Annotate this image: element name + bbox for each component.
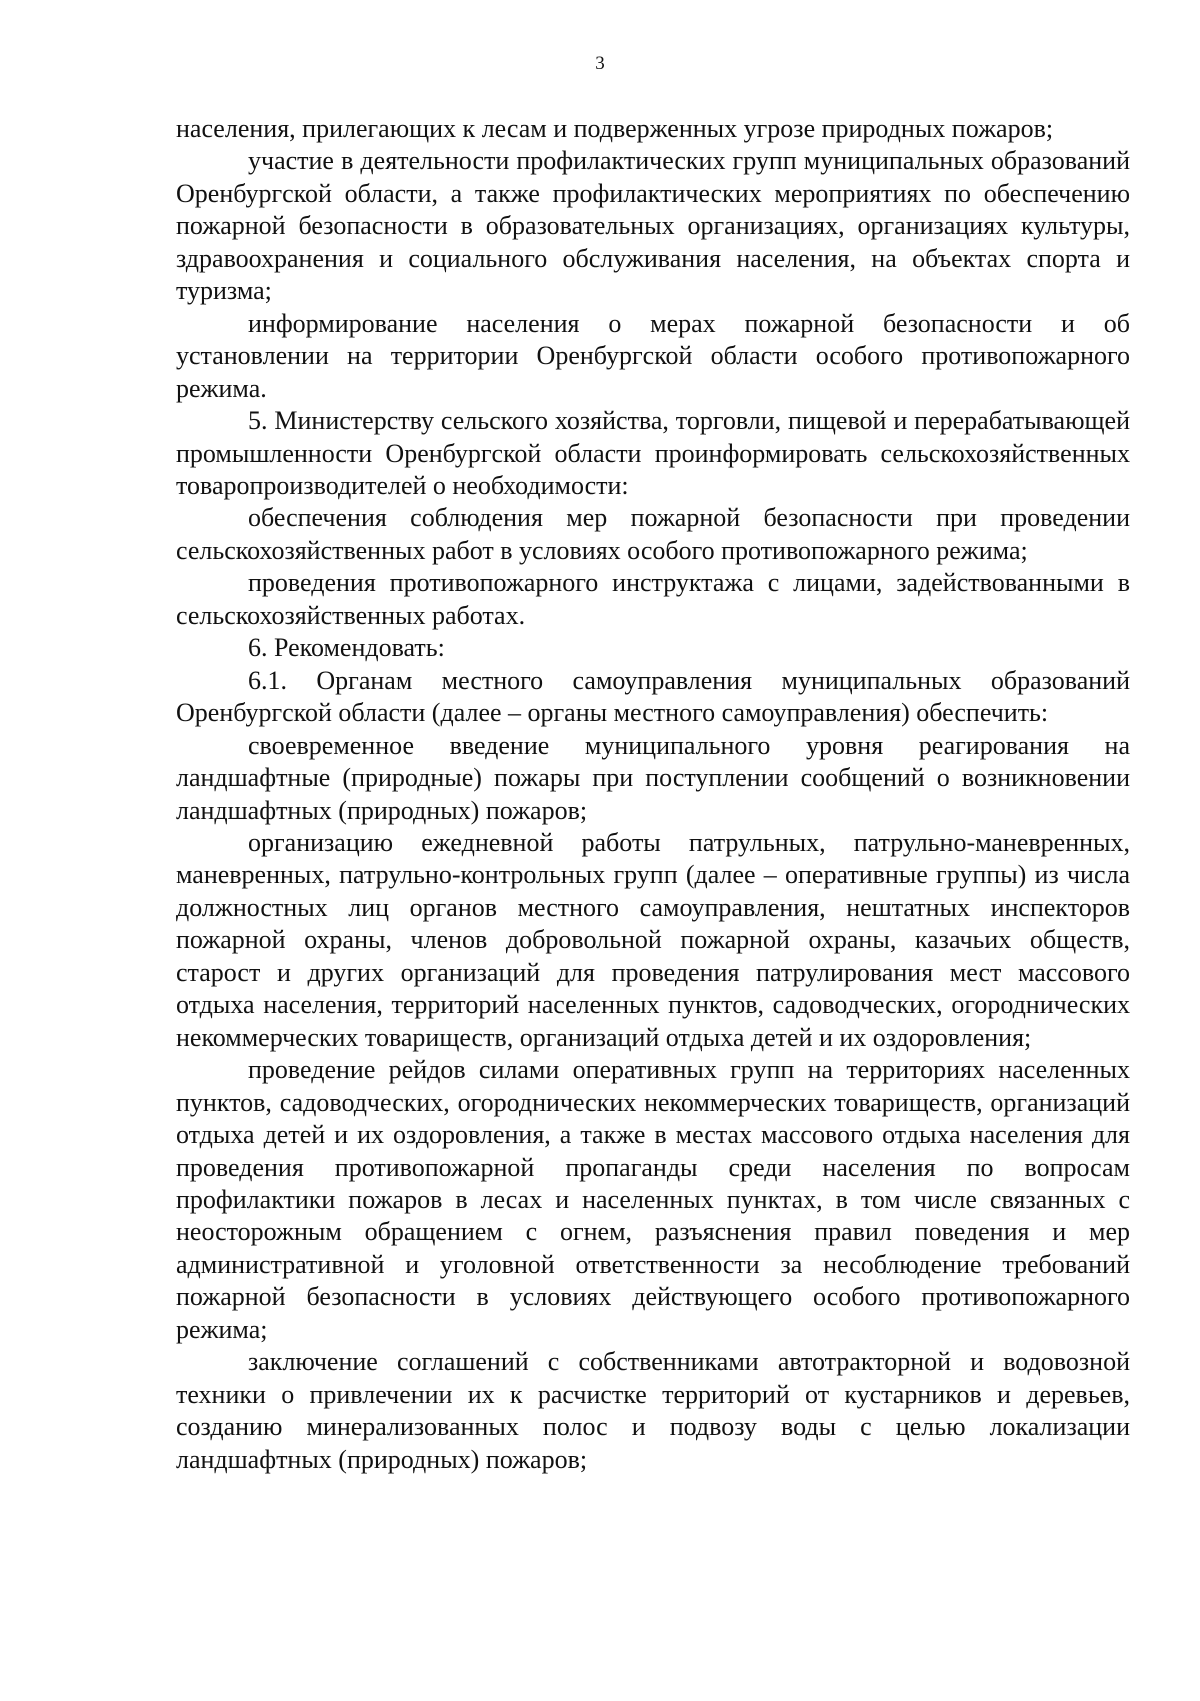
- paragraph-raids: проведение рейдов силами оперативных групп на территориях населенных пунктов, садоводческих, огороднических некоммерческих товариществ, организаций отдыха детей и их оздоровления, а также в местах массового отдыха населения для проведения противопожарной пропаганды среди населения по вопросам профилактики пожаров в лесах и населенных пунктах, в том числе связанных с неосторожным обращением с огнем, разъяснения правил поведения и мер административной и уголовной ответственности за несоблюдение требований пожарной безопасности в условиях действующего особого противопожарного режима;: [176, 1055, 1130, 1344]
- paragraph-fire-briefing: проведения противопожарного инструктажа с лицами, задействованными в сельскохозяйственных работах.: [176, 568, 1130, 630]
- paragraph-item-6: 6. Рекомендовать:: [248, 633, 445, 663]
- paragraph-informing-population: информирование населения о мерах пожарной безопасности и об установлении на территории Оренбургской области особого противопожарного режима.: [176, 308, 1130, 403]
- document-body: [176, 113, 1130, 1476]
- paragraph-patrol-groups: организацию ежедневной работы патрульных, патрульно-маневренных, маневренных, патрульно-контрольных групп (далее – оперативные группы) из числа должностных лиц органов местного самоуправления, нештатных инспекторов пожарной охраны, членов добровольной пожарной охраны, казачьих обществ, старост и других организаций для проведения патрулирования мест массового отдыха населения, территорий населенных пунктов, садоводческих, огороднических некоммерческих товариществ, организаций отдыха детей и их оздоровления;: [176, 827, 1130, 1052]
- page-number: 3: [595, 53, 605, 74]
- paragraph-agreements: заключение соглашений с собственниками автотракторной и водовозной техники о привлечении их к расчистке территорий от кустарников и деревьев, созданию минерализованных полос и подвозу воды с целью локализации ландшафтных (природных) пожаров;: [176, 1347, 1130, 1474]
- paragraph-item-5: 5. Министерству сельского хозяйства, торговли, пищевой и перерабатывающей промышленности Оренбургской области проинформировать сельскохозяйственных товаропроизводителей о необходимости:: [176, 406, 1130, 500]
- paragraph-continuation: населения, прилегающих к лесам и подверженных угрозе природных пожаров;: [176, 114, 1054, 143]
- paragraph-fire-safety-measures: обеспечения соблюдения мер пожарной безопасности при проведении сельскохозяйственных работ в условиях особого противопожарного режима;: [176, 503, 1130, 565]
- paragraph-prevention-groups: участие в деятельности профилактических групп муниципальных образований Оренбургской области, а также профилактических мероприятиях по обеспечению пожарной безопасности в образовательных организациях, организациях культуры, здравоохранения и социального обслуживания населения, на объектах спорта и туризма;: [176, 146, 1130, 306]
- paragraph-response-level: своевременное введение муниципального уровня реагирования на ландшафтные (природные) пожары при поступлении сообщений о возникновении ландшафтных (природных) пожаров;: [176, 730, 1130, 825]
- paragraph-item-6-1: 6.1. Органам местного самоуправления муниципальных образований Оренбургской области (далее – органы местного самоуправления) обеспечить:: [176, 665, 1130, 728]
